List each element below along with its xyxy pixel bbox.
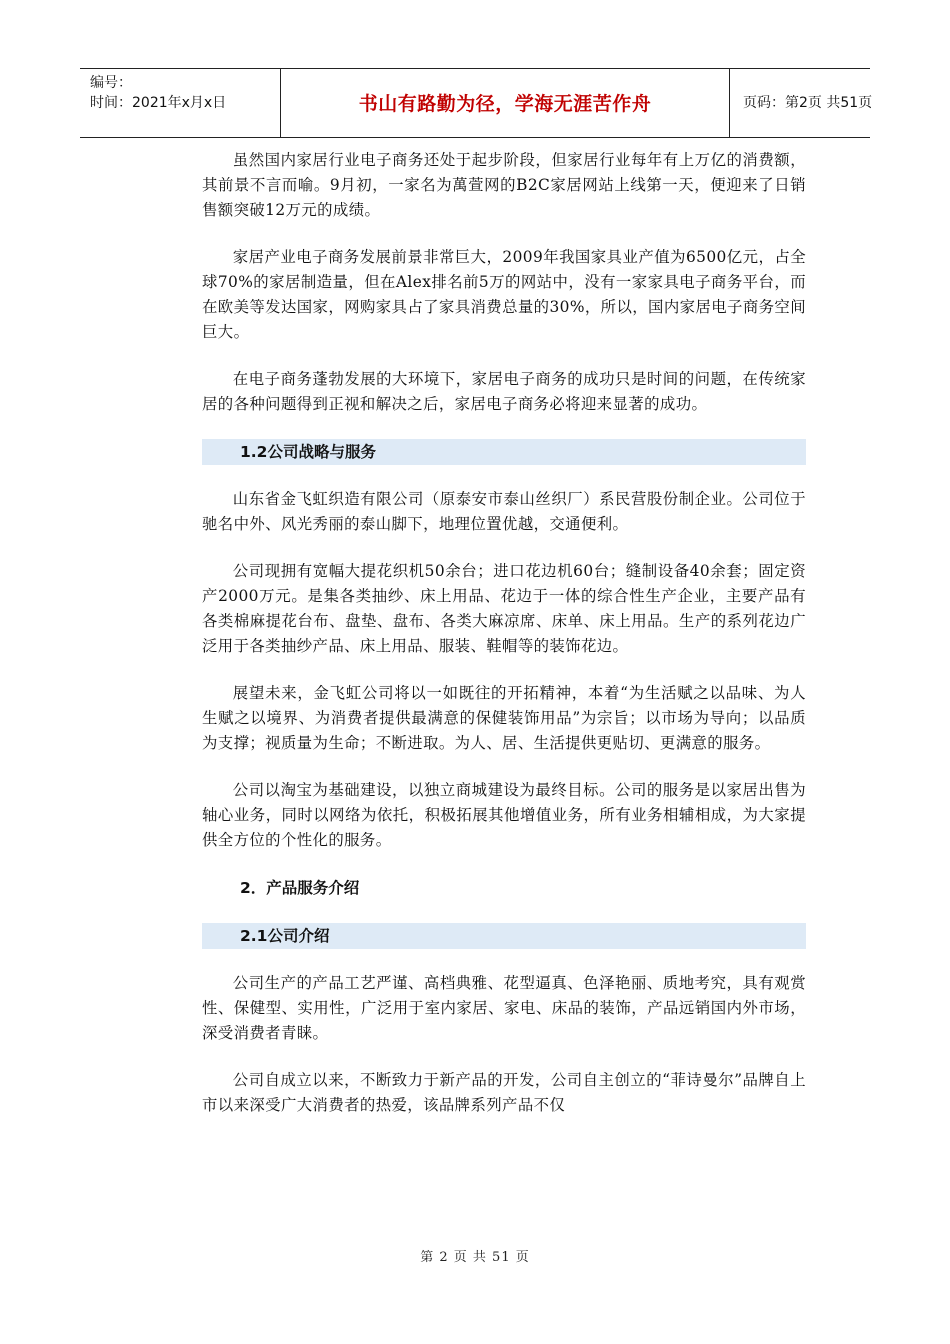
paragraph-company-vision: 展望未来，金飞虹公司将以一如既往的开拓精神，本着“为生活赋之以品味、为人生赋之以境界、为消费者提供最满意的保健装饰用品”为宗旨；以市场为导向；以品质为支撑；视质量为生命；不断进取。为人、居、生活提供更贴切、更满意的服务。 — [202, 684, 806, 752]
paragraph-ecommerce-outlook: 虽然国内家居行业电子商务还处于起步阶段，但家居行业每年有上万亿的消费额，其前景不言而喻。9月初，一家名为萬萱网的B2C家居网站上线第一天，便迎来了日销售额突破12万元的成绩。 — [202, 151, 806, 219]
paragraph-industry-prospects: 家居产业电子商务发展前景非常巨大，2009年我国家具业产值为6500亿元，占全球70%的家居制造量，但在Alex排名前5万的网站中，没有一家家具电子商务平台，而在欧美等发达国家，网购家具占了家具消费总量的30%，所以，国内家居电子商务空间巨大。 — [202, 248, 806, 341]
document-number-label: 编号： — [90, 75, 132, 91]
chapter-heading-products: 2．产品服务介绍 — [240, 879, 360, 897]
section-heading-strategy: 1.2公司战略与服务 — [202, 439, 806, 465]
paragraph-company-assets: 公司现拥有宽幅大提花织机50余台；进口花边机60台；缝制设备40余套；固定资产2000万元。是集各类抽纱、床上用品、花边于一体的综合性生产企业，主要产品有各类棉麻提花台布、盘垫、盘布、各类大麻凉席、床单、床上用品。生产的系列花边广泛用于各类抽纱产品、床上用品、服装、鞋帽等的装饰花边。 — [202, 562, 806, 655]
header-page-code: 页码：第2页 共51页 — [743, 95, 873, 111]
document-date-label: 时间：2021年x月x日 — [90, 95, 227, 111]
page-footer: 第 2 页 共 51 页 — [420, 1250, 530, 1265]
header-page-cell — [729, 69, 873, 137]
header-motto: 书山有路勤为径，学海无涯苦作舟 — [358, 93, 652, 115]
page-header — [80, 68, 873, 138]
header-meta-cell — [80, 69, 280, 137]
document-body — [202, 148, 806, 1140]
paragraph-brand-development: 公司自成立以来，不断致力于新产品的开发，公司自主创立的“菲诗曼尔”品牌自上市以来深受广大消费者的热爱，该品牌系列产品不仅 — [202, 1071, 806, 1114]
paragraph-environment: 在电子商务蓬勃发展的大环境下，家居电子商务的成功只是时间的问题，在传统家居的各种问题得到正视和解决之后，家居电子商务必将迎来显著的成功。 — [202, 370, 806, 413]
section-heading-company-intro: 2.1公司介绍 — [202, 923, 806, 949]
paragraph-company-profile: 山东省金飞虹织造有限公司（原泰安市泰山丝织厂）系民营股份制企业。公司位于驰名中外、风光秀丽的泰山脚下，地理位置优越，交通便利。 — [202, 490, 806, 533]
header-motto-cell — [280, 69, 730, 137]
paragraph-company-services: 公司以淘宝为基础建设，以独立商城建设为最终目标。公司的服务是以家居出售为轴心业务，同时以网络为依托，积极拓展其他增值业务，所有业务相辅相成，为大家提供全方位的个性化的服务。 — [202, 781, 806, 849]
paragraph-product-quality: 公司生产的产品工艺严谨、高档典雅、花型逼真、色泽艳丽、质地考究，具有观赏性、保健型、实用性，广泛用于室内家居、家电、床品的装饰，产品远销国内外市场，深受消费者青睐。 — [202, 974, 806, 1042]
